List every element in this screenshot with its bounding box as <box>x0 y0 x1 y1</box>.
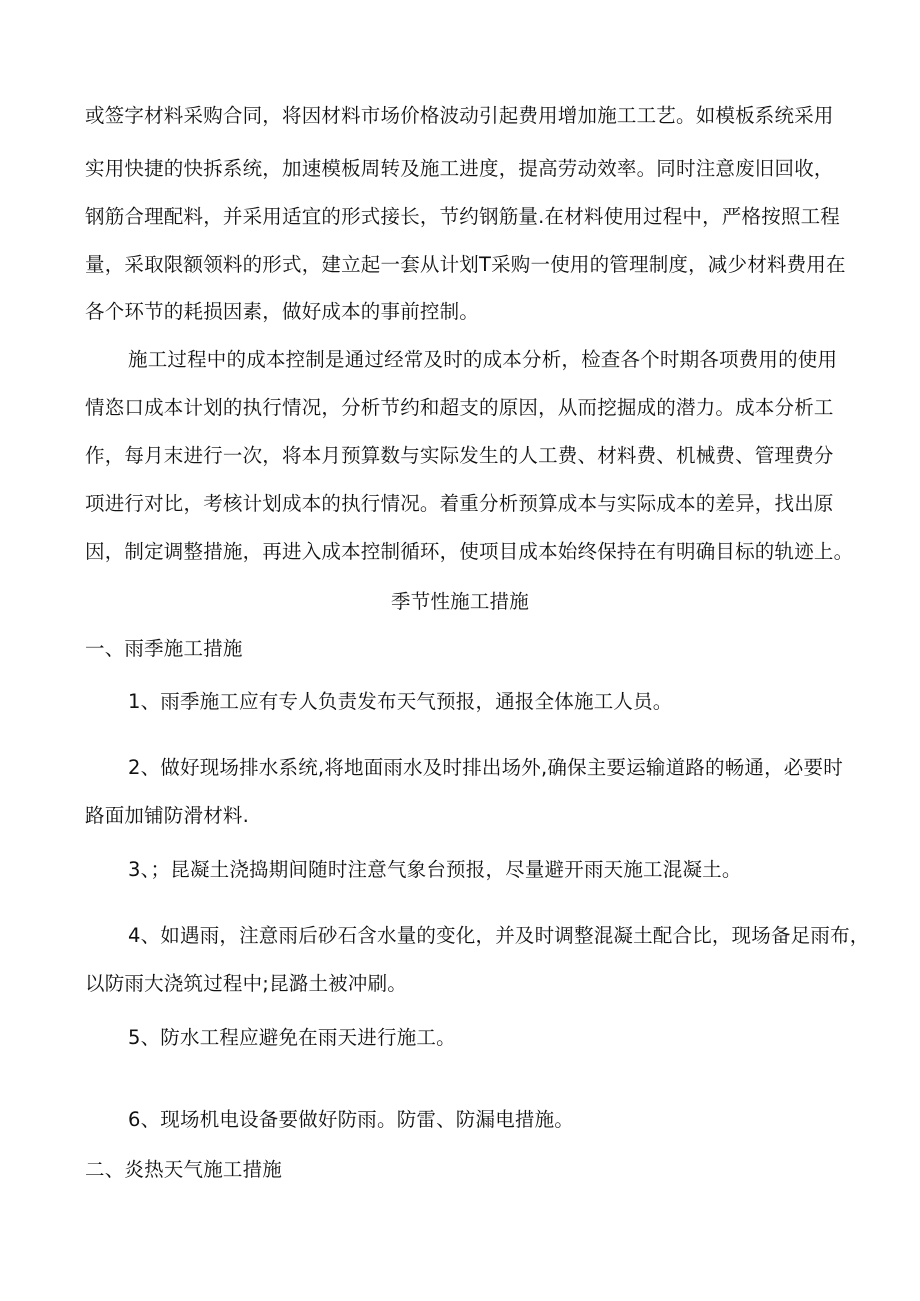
rain-item-4-cont: 以防雨大浇筑过程中;昆潞土被冲刷。 <box>85 972 407 995</box>
paragraph-line: 作，每月末进行一次，将本月预算数与实际发生的人工费、材料费、机械费、管理费分 <box>85 444 834 467</box>
rain-item-4: 4、如遇雨，注意雨后砂石含水量的变化，并及时调整混凝土配合比，现场备足雨布， <box>128 924 870 947</box>
rain-item-5: 5、防水工程应避免在雨天进行施工。 <box>128 1026 456 1049</box>
section-title: 季节性施工措施 <box>391 590 529 613</box>
paragraph-line: 情恣口成本计划的执行情况，分析节约和超支的原因，从而挖掘成的潜力。成本分析工 <box>85 396 834 419</box>
paragraph-line: 量，采取限额领料的形式，建立起一套从计划T采购一使用的管理制度，减少材料费用在 <box>85 253 846 276</box>
rain-item-1: 1、雨季施工应有专人负责发布天气预报，通报全体施工人员。 <box>128 690 673 713</box>
rain-item-3: 3、；昆凝土浇捣期间随时注意气象台预报，尽量避开雨天施工混凝土。 <box>128 858 742 881</box>
paragraph-line: 或签字材料采购合同，将因材料市场价格波动引起费用增加施工工艺。如模板系统采用 <box>85 104 834 127</box>
paragraph-line: 因，制定调整措施，再进入成本控制循环，使项目成本始终保持在有明确目标的轨迹上。 <box>85 540 854 563</box>
paragraph-line: 施工过程中的成本控制是通过经常及时的成本分析，检查各个时期各项费用的使用 <box>128 348 838 371</box>
rain-item-6: 6、现场机电设备要做好防雨。防雷、防漏电措施。 <box>128 1108 575 1131</box>
paragraph-line: 实用快捷的快拆系统，加速模板周转及施工进度，提高劳动效率。同时注意废旧回收， <box>85 157 834 180</box>
rain-heading: 一、雨季施工措施 <box>85 637 243 660</box>
rain-item-2-cont: 路面加铺防滑材料. <box>85 804 249 827</box>
rain-item-2: 2、做好现场排水系统,将地面雨水及时排出场外,确保主要运输道路的畅通，必要时 <box>128 756 843 779</box>
paragraph-line: 各个环节的耗损因素，做好成本的事前控制。 <box>85 300 480 323</box>
paragraph-line: 项进行对比，考核计划成本的执行情况。着重分析预算成本与实际成本的差异，找出原 <box>85 492 834 515</box>
hot-heading: 二、炎热天气施工措施 <box>85 1158 283 1181</box>
paragraph-line: 钢筋合理配料，并采用适宜的形式接长，节约钢筋量.在材料使用过程中，严格按照工程 <box>85 205 840 228</box>
